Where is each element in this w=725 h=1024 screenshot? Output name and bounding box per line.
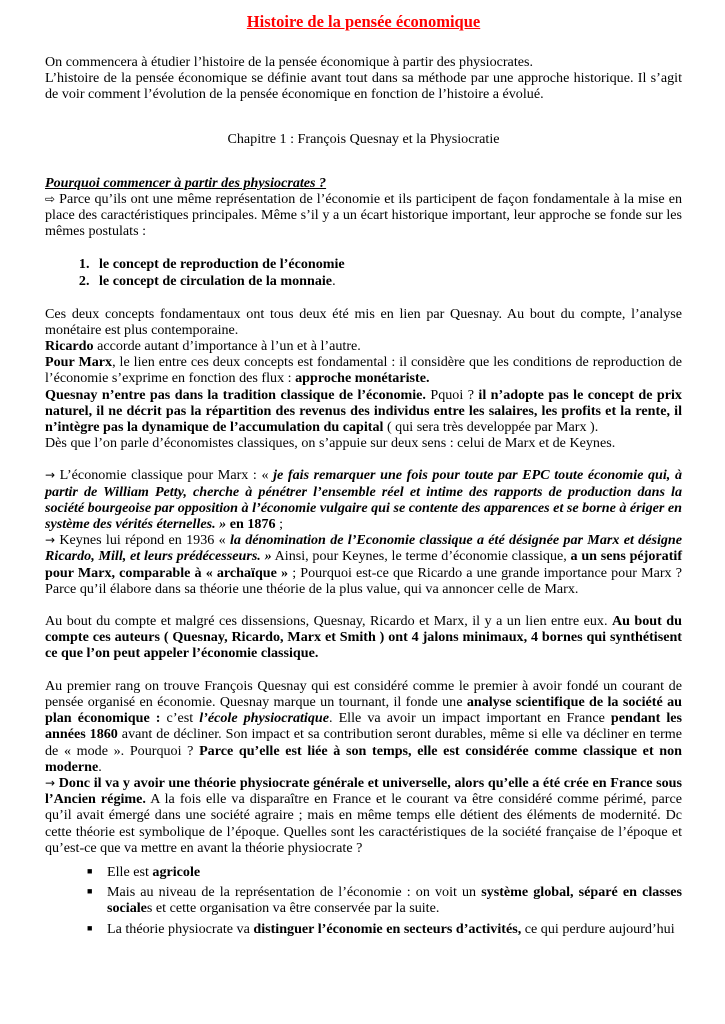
paragraph-four-milestones: Au bout du compte et malgré ces dissensions, Quesnay, Ricardo et Marx, il y a un lien entre eux. Au bout du compte ces auteurs ( Quesnay, Ricardo, Marx et Smith ) ont 4 jalons minimaux, 4 bornes qui synthétisent ce que l’on peut appeler l’économie classique. [45, 613, 682, 662]
list-item: ■ Elle est agricole [87, 863, 201, 880]
paragraph-marx-quote: → L’économie classique pour Marx : « je fais remarquer une fois pour toute par EPC toute économie qui, à partir de William Petty, cherche à pénétrer l’ensemble réel et intime des rapports de production dans la société bourgeoise par opposition à l’économie vulgaire qui se contente des apparences et se borne à ériger en système des vérités éternelles. » en 1876 ; [45, 467, 682, 533]
paragraph-concepts: Ces deux concepts fondamentaux ont tous deux été mis en lien par Quesnay. Au bout du compte, l’analyse monétaire est plus contemporaine. [45, 305, 682, 338]
characteristics-list [45, 864, 682, 937]
paragraph-universal-theory: → Donc il va y avoir une théorie physiocrate générale et universelle, alors qu’elle a été crée en France sous l’Ancien régime. A la fois elle va disparaître en France et le courant va être considéré comme périmé, parce qu’il avait émergé dans une société agraire ; mais en même temps elle détient des éléments de modernité. Dc cette théorie est symbolique de l’époque. Quelles sont les caractéristiques de la société française de l’époque et qu’est-ce que va mettre en avant la théorie physiocrate ? [45, 774, 682, 856]
list-item: ■ Mais au niveau de la représentation de l’économie : on voit un système global, séparé en classes sociales et cette organisation va être conservée par la suite. [87, 884, 683, 917]
square-bullet-icon: ■ [87, 886, 93, 897]
why-question: Pourquoi commencer à partir des physiocrates ? [45, 174, 327, 191]
paragraph-classical-senses: Dès que l’on parle d’économistes classiques, on s’appuie sur deux sens : celui de Marx et de Keynes. [45, 435, 616, 452]
why-answer: ⇨ Parce qu’ils ont une même représentation de l’économie et ils participent de façon fondamentale à la mise en place des caractéristiques principales. Même s’il y a un écart historique important, leur approche se fonde sur les mêmes postulats : [45, 191, 682, 240]
paragraph-ricardo: Ricardo accorde autant d’importance à l’un et à l’autre. [45, 338, 361, 355]
right-arrow-icon: → [45, 468, 56, 483]
paragraph-quesnay-founder: Au premier rang on trouve François Quesnay qui est considéré comme le premier à avoir fondé un courant de pensée organisé en économie. Quesnay marque un tournant, il fonde une analyse scientifique de la société au plan économique : c’est l’école physiocratique. Elle va avoir un impact important en France pendant les années 1860 avant de décliner. Son impact et sa contribution seront durables, même si elle va décliner en terme de « mode ». Pourquoi ? Parce qu’elle est liée à son temps, elle est considérée comme classique et non moderne. [45, 677, 683, 775]
paragraph-quesnay-tradition: Quesnay n’entre pas dans la tradition classique de l’économie. Pquoi ? il n’adopte pas le concept de prix naturel, il ne décrit pas la répartition des revenus des individus entre les salaires, les profits et la rente, il n’intègre pas la dynamique de l’accumulation du capital ( qui sera très developpée par Marx ). [45, 386, 682, 436]
right-arrow-icon: → [45, 775, 56, 790]
chapter-heading: Chapitre 1 : François Quesnay et la Physiocratie [227, 130, 500, 147]
document-title: Histoire de la pensée économique [246, 12, 481, 31]
concepts-list [45, 256, 682, 290]
intro-line-1: On commencera à étudier l’histoire de la pensée économique à partir des physiocrates. [45, 54, 533, 70]
right-arrow-icon: → [45, 533, 56, 548]
list-item: ■ La théorie physiocrate va distinguer l’économie en secteurs d’activités, ce qui perdure aujourd’hui [87, 920, 675, 937]
list-item: 1. le concept de reproduction de l’économie [93, 256, 682, 273]
paragraph-keynes-quote: → Keynes lui répond en 1936 « la dénomination de l’Economie classique a été désignée par Marx et désigne Ricardo, Mill, et leurs prédécesseurs. » Ainsi, pour Keynes, le terme d’économie classique, a un sens péjoratif pour Marx, comparable à « archaïque » ; Pourquoi est-ce que Ricardo a une grande importance pour Marx ? Parce qu’il élabore dans sa théorie une théorie de la plus value, qui va annoncer celle de Marx. [45, 532, 683, 597]
right-arrow-icon: ⇨ [45, 192, 56, 207]
list-item: 2. le concept de circulation de la monnaie. [93, 273, 682, 290]
paragraph-marx-link: Pour Marx, le lien entre ces deux concepts est fondamental : il considère que les conditions de reproduction de l’économie s’exprime en fonction des flux : approche monétariste. [45, 354, 683, 387]
square-bullet-icon: ■ [87, 922, 93, 933]
square-bullet-icon: ■ [87, 865, 93, 876]
intro-paragraph: L’histoire de la pensée économique se définie avant tout dans sa méthode par une approche historique. Il s’agit de voir comment l’évolution de la pensée économique en fonction de l’histoire a évolué. [45, 70, 682, 103]
